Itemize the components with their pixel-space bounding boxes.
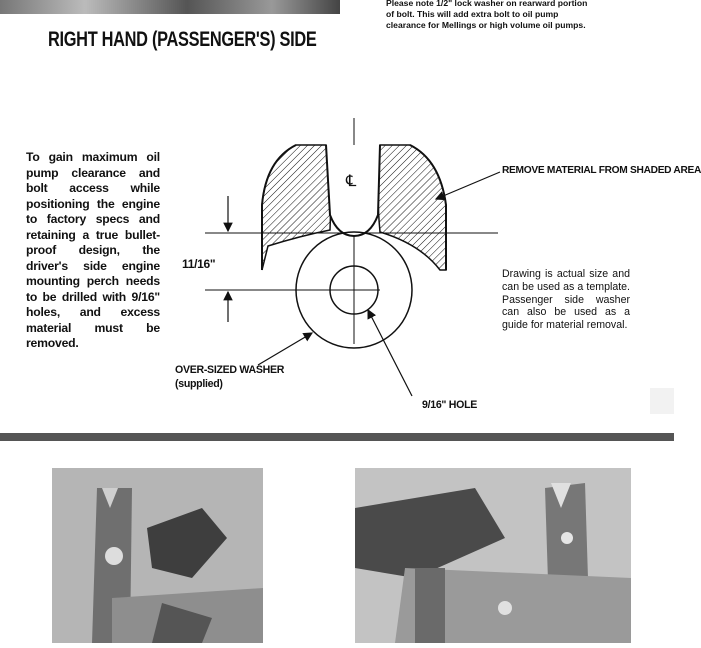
hole-leader-arrow [368, 310, 412, 396]
shaded-area-left [262, 145, 331, 270]
remove-leader-arrow [436, 172, 500, 199]
dimension-label: 11/16" [182, 257, 216, 271]
washer-label-line1: OVER-SIZED WASHER [175, 364, 285, 376]
washer-label-line2: (supplied) [175, 378, 223, 390]
engine-perch-photo-left [52, 468, 263, 643]
washer-label [175, 363, 284, 391]
engine-perch-photo-right [355, 468, 631, 643]
instruction-paragraph: To gain maximum oil pump clearance and bolt access while positioning the engine to factory specs and retaining a true bullet-proof design, the driver's side engine mounting perch needs to be drilled with 9/16" holes, and excess material must be removed. [26, 150, 160, 350]
section-divider [0, 433, 674, 441]
remove-material-label: REMOVE MATERIAL FROM SHADED AREA [502, 165, 701, 176]
shaded-area-right [378, 145, 446, 270]
drawing-note: Drawing is actual size and can be used as a template. Passenger side washer can also be used as a guide for material removal. [502, 268, 630, 332]
hole-label: 9/16" HOLE [422, 399, 478, 411]
centerline-symbol: ℄ [346, 171, 357, 190]
perch-slot-outline [326, 145, 380, 236]
page-edge-mark [650, 388, 674, 414]
section-heading: RIGHT HAND (PASSENGER'S) SIDE [48, 28, 317, 51]
lock-washer-note: Please note 1/2" lock washer on rearward portion of bolt. This will add extra bolt to oil pump clearance for Mellings or high volume oil pumps. [386, 0, 588, 30]
washer-leader-arrow [258, 333, 312, 365]
